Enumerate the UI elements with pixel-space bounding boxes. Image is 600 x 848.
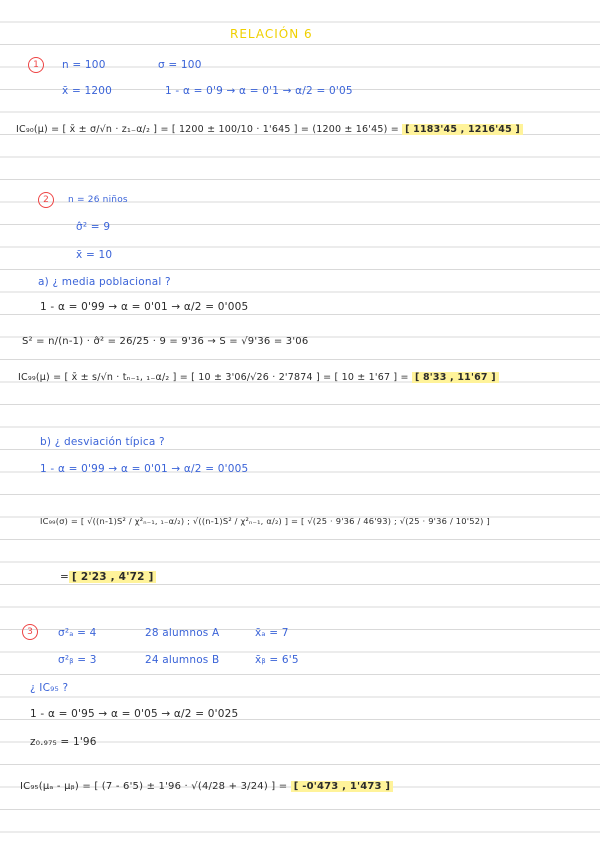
exercise-number-1: 1 (28, 57, 44, 73)
ex2-result-b-line: = [ 2'23 , 4'72 ] (60, 571, 156, 583)
ex3-result: [ -0'473 , 1'473 ] (291, 781, 393, 792)
ex2-result-b: [ 2'23 , 4'72 ] (69, 571, 156, 583)
exercise-number-2: 2 (38, 192, 54, 208)
ex2-sigma-interval: IC₉₉(σ) = [ √((n-1)S² / χ²ₙ₋₁, ₁₋α/₂) ; √((n-1)S² / χ²ₙ₋₁, α/₂) ] = [ √(25 · 9'36 / 46'93) ; √(25 · 9'36 / 10'52) ] (40, 516, 490, 526)
ex3-var-a: σ²ₐ = 4 (58, 627, 97, 639)
page-title: RELACIÓN 6 (230, 27, 313, 41)
ex2-question-a: a) ¿ media poblacional ? (38, 276, 171, 288)
ex2-interval-formula (18, 372, 499, 383)
ex3-mean-b: x̄ᵦ = 6'5 (255, 654, 299, 666)
ex2-question-b: b) ¿ desviación típica ? (40, 436, 165, 448)
ex2-result: [ 8'33 , 11'67 ] (412, 372, 499, 383)
ex3-students-b: 24 alumnos B (145, 654, 220, 666)
ex1-mean: x̄ = 1200 (62, 85, 113, 97)
ex1-interval-text: IC₉₀(μ) = [ x̄ ± σ/√n · z₁₋α/₂ ] = [ 1200 ± 100/10 · 1'645 ] = (1200 ± 16'45) = (16, 124, 399, 135)
ex2-variance: σ̂² = 9 (76, 221, 111, 233)
ex3-var-b: σ²ᵦ = 3 (58, 654, 97, 666)
ex2-mean: x̄ = 10 (76, 249, 113, 261)
ex2-n: n = 26 niños (68, 195, 128, 205)
ex3-mean-a: x̄ₐ = 7 (255, 627, 289, 639)
ex2-s-calc: S² = n/(n-1) · σ̂² = 26/25 · 9 = 9'36 → S = √9'36 = 3'06 (22, 336, 309, 347)
ex2-interval-text: IC₉₉(μ) = [ x̄ ± s/√n · tₙ₋₁, ₁₋α/₂ ] = [ 10 ± 3'06/√26 · 2'7874 ] = [ 10 ± 1'67 ] = (18, 372, 409, 383)
ex3-z-value: z₀.₉₇₅ = 1'96 (30, 736, 97, 748)
exercise-number-3: 3 (22, 624, 38, 640)
ex1-result: [ 1183'45 , 1216'45 ] (402, 124, 523, 135)
ex3-question: ¿ IC₉₅ ? (30, 682, 69, 694)
ex1-sigma: σ = 100 (158, 59, 202, 71)
ex2-alpha: 1 - α = 0'99 → α = 0'01 → α/2 = 0'005 (40, 301, 249, 313)
ex1-alpha: 1 - α = 0'9 → α = 0'1 → α/2 = 0'05 (165, 85, 353, 97)
ex3-interval-text: IC₉₅(μₐ - μᵦ) = [ (7 - 6'5) ± 1'96 · √(4/28 + 3/24) ] = (20, 781, 288, 792)
ex3-interval-formula (20, 781, 393, 792)
ex2-alpha-b: 1 - α = 0'99 → α = 0'01 → α/2 = 0'005 (40, 463, 249, 475)
ex3-students-a: 28 alumnos A (145, 627, 220, 639)
ex1-interval-formula (16, 124, 523, 135)
ex1-n: n = 100 (62, 59, 106, 71)
ex3-alpha: 1 - α = 0'95 → α = 0'05 → α/2 = 0'025 (30, 708, 239, 720)
